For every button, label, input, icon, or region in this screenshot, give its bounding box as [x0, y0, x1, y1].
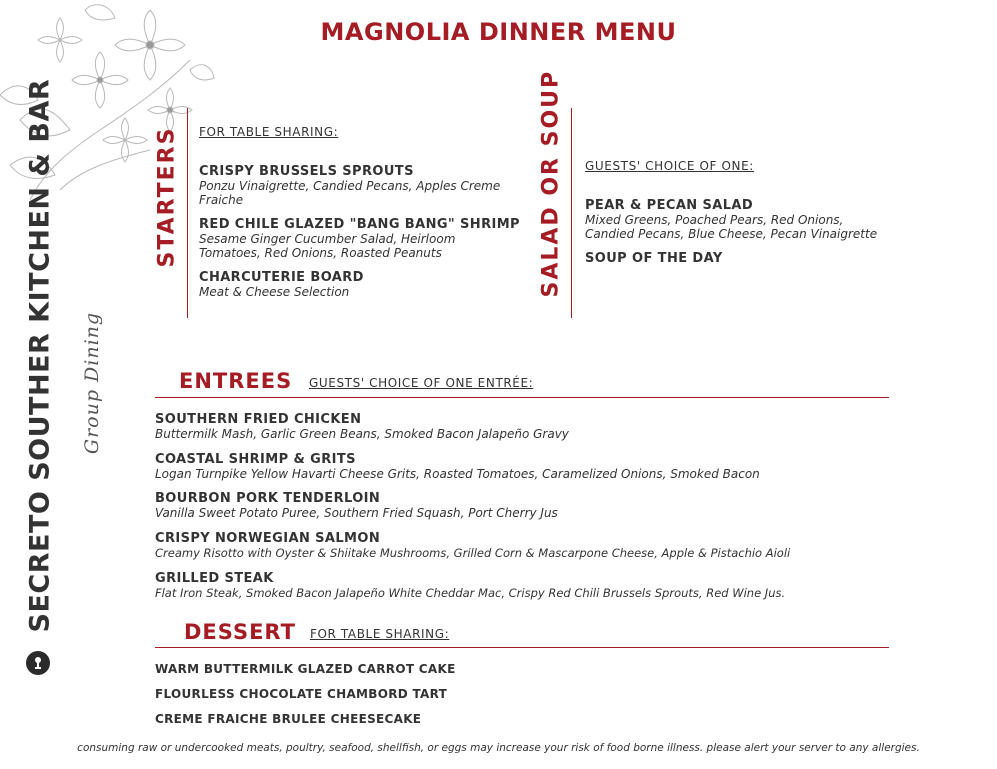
- entree-item-desc: Flat Iron Steak, Smoked Bacon Jalapeño White Cheddar Mac, Crispy Red Chili Brussels Sprouts, Red Wine Jus.: [155, 586, 786, 600]
- salad-item-name: PEAR & PECAN SALAD: [585, 198, 754, 213]
- salad-soup-heading: SALAD OR SOUP: [538, 69, 564, 298]
- starters-subheading: FOR TABLE SHARING:: [199, 125, 339, 139]
- entrees-divider: [155, 397, 889, 398]
- entree-item-desc: Creamy Risotto with Oyster & Shiitake Mushrooms, Grilled Corn & Mascarpone Cheese, Apple & Pistachio Aioli: [155, 546, 791, 560]
- starter-item-desc: Ponzu Vinaigrette, Candied Pecans, Apples Creme Fraiche: [199, 179, 501, 207]
- logo-badge-icon: [26, 651, 50, 675]
- starter-item-name: CRISPY BRUSSELS SPROUTS: [199, 164, 414, 179]
- starter-item-desc: Meat & Cheese Selection: [199, 285, 350, 299]
- allergy-disclaimer: consuming raw or undercooked meats, poultry, seafood, shellfish, or eggs may increase your risk of food borne illness. please alert your server to any allergies.: [77, 742, 920, 754]
- salad-item-name: SOUP OF THE DAY: [585, 251, 723, 266]
- starter-item-name: RED CHILE GLAZED "BANG BANG" SHRIMP: [199, 217, 520, 232]
- salad-item-desc: Mixed Greens, Poached Pears, Red Onions, Candied Pecans, Blue Cheese, Pecan Vinaigrette: [585, 213, 878, 241]
- entrees-subheading: GUESTS' CHOICE OF ONE ENTRÉE:: [309, 376, 534, 390]
- entree-item-desc: Logan Turnpike Yellow Havarti Cheese Grits, Roasted Tomatoes, Caramelized Onions, Smoked Bacon: [155, 467, 760, 481]
- salad-soup-subheading: GUESTS' CHOICE OF ONE:: [585, 159, 754, 173]
- dessert-subheading: FOR TABLE SHARING:: [310, 627, 450, 641]
- starter-item-name: CHARCUTERIE BOARD: [199, 270, 364, 285]
- entrees-heading: ENTREES: [179, 369, 293, 393]
- entree-item-name: SOUTHERN FRIED CHICKEN: [155, 412, 362, 427]
- page-title: MAGNOLIA DINNER MENU: [320, 18, 677, 46]
- brand-name: SECRETO SOUTHER KITCHEN & BAR: [24, 78, 56, 633]
- entree-item-desc: Buttermilk Mash, Garlic Green Beans, Smoked Bacon Jalapeño Gravy: [155, 427, 569, 441]
- brand-script: Group Dining: [81, 311, 103, 455]
- dessert-heading: DESSERT: [184, 620, 296, 644]
- entree-item-name: COASTAL SHRIMP & GRITS: [155, 452, 356, 467]
- entree-item-name: CRISPY NORWEGIAN SALMON: [155, 531, 381, 546]
- dessert-divider: [155, 647, 889, 648]
- starter-item-desc: Sesame Ginger Cucumber Salad, Heirloom Tomatoes, Red Onions, Roasted Peanuts: [199, 232, 456, 260]
- starters-divider: [187, 108, 188, 318]
- entree-item-name: BOURBON PORK TENDERLOIN: [155, 491, 381, 506]
- entree-item-name: GRILLED STEAK: [155, 571, 274, 586]
- dessert-item: FLOURLESS CHOCOLATE CHAMBORD TART: [155, 687, 448, 701]
- starters-heading: STARTERS: [154, 126, 180, 268]
- entree-item-desc: Vanilla Sweet Potato Puree, Southern Fried Squash, Port Cherry Jus: [155, 506, 558, 520]
- salad-soup-divider: [571, 108, 572, 318]
- dessert-item: WARM BUTTERMILK GLAZED CARROT CAKE: [155, 662, 456, 676]
- dessert-item: CREME FRAICHE BRULEE CHEESECAKE: [155, 712, 422, 726]
